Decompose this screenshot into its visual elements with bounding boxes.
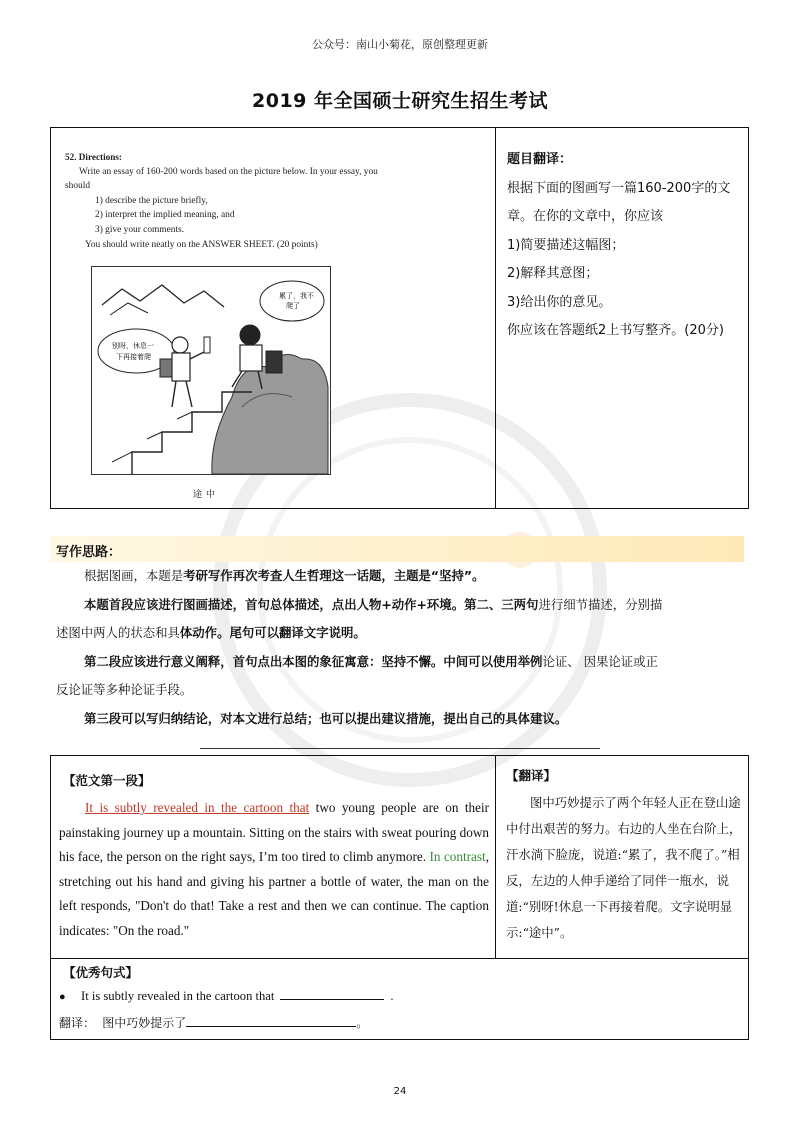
fill-blank [186, 1016, 356, 1027]
translation-line: 根据下面的图画写一篇160-200字的文 [507, 180, 731, 196]
section-divider [200, 748, 600, 749]
table-divider [495, 756, 496, 958]
directions-line: 2) interpret the implied meaning, and [95, 210, 235, 221]
svg-text:爬了: 爬了 [286, 302, 300, 310]
table-divider [495, 128, 496, 508]
idea-paragraph-3: 第二段应该进行意义阐释，首句点出本图的象征寓意：坚持不懈。中间可以使用举例论证、 因果论证或正 [84, 653, 658, 669]
key-sentence-highlight: It is subtly revealed in the cartoon that [85, 800, 310, 815]
header-note: 公众号：南山小菊花，原创整理更新 [312, 38, 488, 51]
good-patterns-heading: 【优秀句式】 [63, 965, 139, 980]
translation-line: 2)解释其意图； [507, 266, 599, 281]
directions-line: 3) give your comments. [95, 224, 185, 235]
directions-line: 1) describe the picture briefly, [95, 195, 208, 206]
bubble-right-text: 累了，我不 [279, 292, 314, 300]
table-divider [51, 958, 748, 959]
idea-paragraph-3-cont: 反论证等多种论证手段。 [56, 682, 193, 698]
translation-line: 章。在你的文章中，你应该 [507, 209, 664, 224]
cartoon-image [91, 266, 331, 475]
directions-line: should [65, 181, 91, 192]
idea-paragraph-2-cont: 述图中两人的状态和具体动作。尾句可以翻译文字说明。 [56, 625, 366, 641]
writing-idea-heading: 写作思路： [56, 545, 122, 560]
sample-translation-heading: 【翻译】 [506, 768, 557, 783]
directions-block [65, 150, 395, 252]
bullet-icon: ● [59, 991, 66, 1003]
pattern-translation-line: 翻译： 图中巧妙提示了 。 [59, 1016, 369, 1030]
cartoon-caption: 途中 [193, 490, 220, 500]
idea-paragraph-2: 本题首段应该进行图画描述，首句总体描述，点出人物+动作+环境。第二、三两句进行细节描述，分别描 [84, 596, 663, 612]
translation-line: 1)简要描述这幅图； [507, 237, 625, 253]
idea-highlight-band [50, 536, 744, 562]
idea-paragraph-1: 根据图画，本题是考研写作再次考查人生哲理这一话题，主题是“坚持”。 [84, 568, 485, 583]
directions-label: 52. Directions: [65, 152, 122, 162]
fill-blank [280, 989, 384, 1000]
sample-paragraph: It is subtly revealed in the cartoon that two young people are on their painstaking journey up a mountain. Sitting on the stairs with sweat pouring down his face, the person on the right says, I’m too tired to climb anymore. In contrast, stretching out his hand and giving his partner a bottle of water, the man on the left responds, "Don't do that! Take a rest and then we can continue. The caption indicates: "On the road." [59, 800, 490, 938]
pattern-line: ● It is subtly revealed in the cartoon that . [59, 989, 394, 1003]
question-table [50, 127, 749, 509]
writing-idea-body [56, 562, 746, 734]
transition-highlight: In contrast [429, 849, 486, 865]
directions-line: Write an essay of 160-200 words based on the picture below. In your essay, you [79, 166, 378, 177]
sample-table [50, 755, 749, 1040]
sample-translation-text: 图中巧妙提示了两个年轻人正在登山途中付出艰苦的努力。右边的人坐在台阶上，汗水淌下脸庞，说道:“累了，我不爬了。”相反，左边的人伸手递给了同伴一瓶水，说道:“别呀!休息一下再接着爬。文字说明显示:“途中”。 [506, 795, 742, 940]
idea-paragraph-4: 第三段可以写归纳结论，对本文进行总结；也可以提出建议措施，提出自己的具体建议。 [84, 710, 568, 726]
sample-heading: 【范文第一段】 [63, 773, 151, 788]
bubble-left-text: 别呀，休息一 [112, 342, 154, 350]
page-number: 24 [393, 1086, 407, 1097]
translation-heading: 题目翻译： [507, 152, 573, 167]
svg-text:下再接着爬: 下再接着爬 [116, 353, 151, 361]
question-translation [507, 146, 745, 346]
directions-line: You should write neatly on the ANSWER SHEET. (20 points) [85, 239, 318, 250]
translation-line: 3)给出你的意见。 [507, 294, 612, 310]
translation-line: 你应该在答题纸2上书写整齐。(20分) [507, 323, 724, 338]
cartoon-drawing [92, 267, 330, 474]
page-title: 2019 年全国硕士研究生招生考试 [252, 90, 548, 112]
